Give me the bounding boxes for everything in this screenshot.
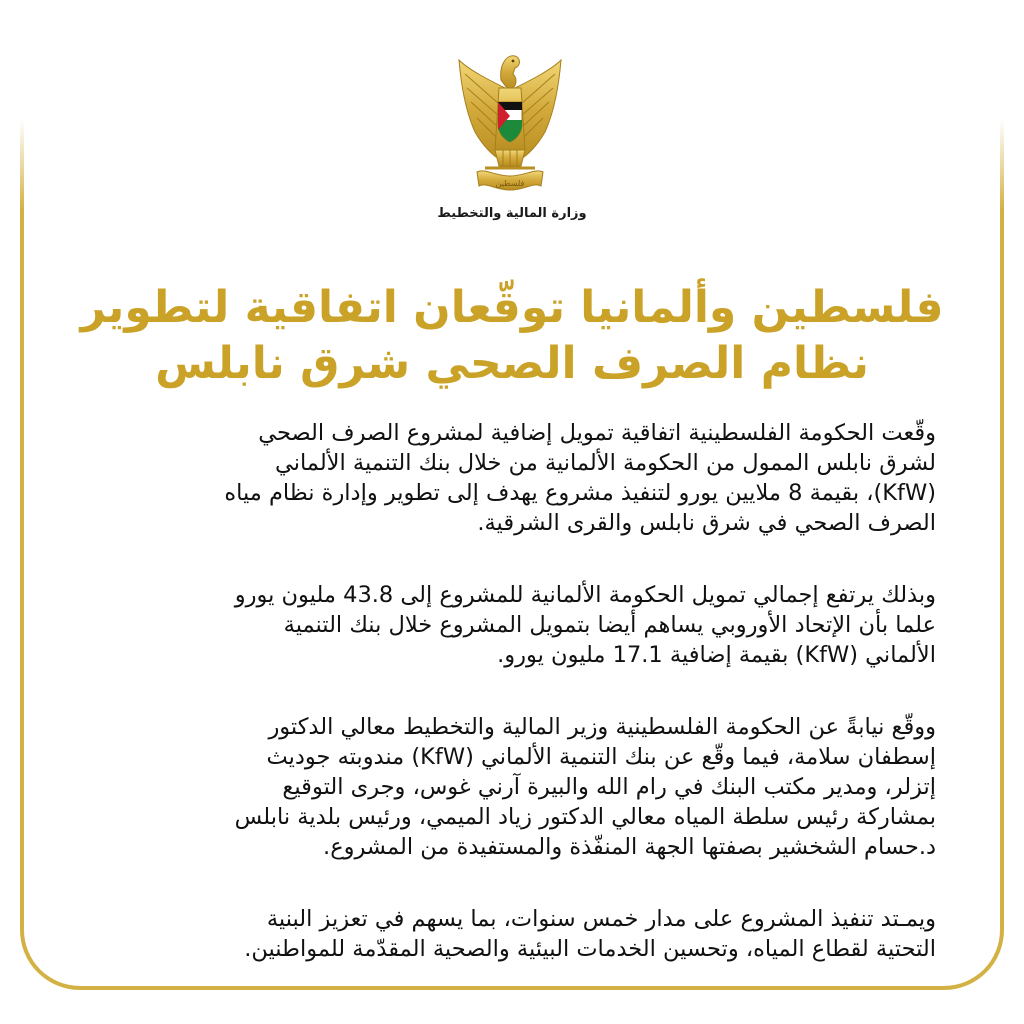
headline-line-1: فلسطين وألمانيا توقّعان اتفاقية لتطوير (80, 282, 944, 333)
paragraph-line: بمشاركة رئيس سلطة المياه معالي الدكتور زياد الميمي، ورئيس بلدية نابلس (234, 804, 936, 830)
paragraph-line: التحتية لقطاع المياه، وتحسين الخدمات البيئية والصحية المقدّمة للمواطنين. (244, 936, 936, 962)
paragraph-line: الألماني (KfW) بقيمة إضافية 17.1 مليون يورو. (497, 642, 936, 668)
paragraph-line: ويمـتد تنفيذ المشروع على مدار خمس سنوات، بما يسهم في تعزيز البنية (266, 906, 936, 932)
paragraph-line: د.حسام الشخشير بصفتها الجهة المنفّذة والمستفيدة من المشروع. (323, 834, 936, 860)
paragraph-3 (88, 712, 936, 862)
emblem-caption: فلسطين (495, 179, 525, 188)
paragraph-4 (88, 904, 936, 964)
paragraph-line: إسطفان سلامة، فيما وقّع عن بنك التنمية الألماني (KfW) مندوبته جوديث (266, 744, 936, 770)
paragraph-line: لشرق نابلس الممول من الحكومة الألمانية من خلال بنك التنمية الألماني (274, 450, 936, 476)
paragraph-line: وقّعت الحكومة الفلسطينية اتفاقية تمويل إضافية لمشروع الصرف الصحي (258, 420, 936, 446)
palestinian-eagle-emblem-icon (455, 40, 565, 195)
paragraph-2 (88, 580, 936, 670)
article-body (88, 418, 936, 1006)
headline-line-2: نظام الصرف الصحي شرق نابلس (155, 338, 869, 389)
ministry-name: وزارة المالية والتخطيط (437, 206, 587, 221)
headline (80, 280, 944, 392)
paragraph-line: إتزلر، ومدير مكتب البنك في رام الله والبيرة آرني غوس، وجرى التوقيع (282, 774, 936, 800)
paragraph-line: علما بأن الإتحاد الأوروبي يساهم أيضا بتمويل المشروع خلال بنك التنمية (283, 612, 936, 638)
paragraph-line: (KfW)، بقيمة 8 ملايين يورو لتنفيذ مشروع يهدف إلى تطوير وإدارة نظام مياه (224, 480, 936, 506)
paragraph-line: الصرف الصحي في شرق نابلس والقرى الشرقية. (477, 510, 936, 536)
paragraph-line: وبذلك يرتفع إجمالي تمويل الحكومة الألمانية للمشروع إلى 43.8 مليون يورو (234, 582, 936, 608)
paragraph-1 (88, 418, 936, 538)
paragraph-line: ووقّع نيابةً عن الحكومة الفلسطينية وزير المالية والتخطيط معالي الدكتور (268, 714, 936, 740)
